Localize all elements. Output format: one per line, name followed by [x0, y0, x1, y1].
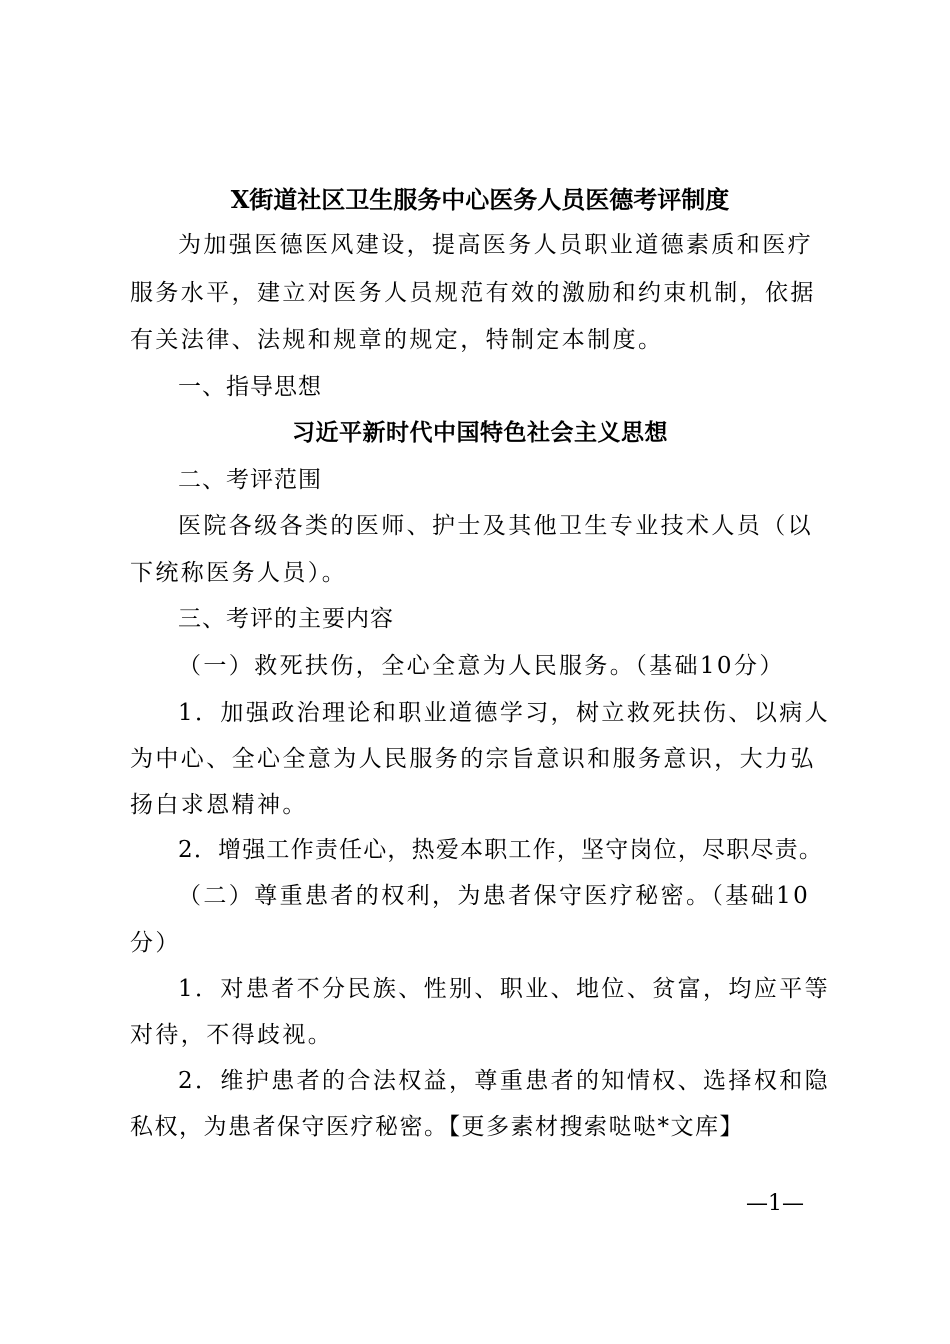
document-title: X街道社区卫生服务中心医务人员医德考评制度 [230, 185, 730, 214]
intro-paragraph-line-3: 有关法律、法规和规章的规定，特制定本制度。 [130, 327, 664, 353]
subsection-2-title-line-1: （二）尊重患者的权利，为患者保守医疗秘密。（基础10 [178, 883, 811, 909]
intro-paragraph-line-2: 服务水平，建立对医务人员规范有效的激励和约束机制，依据 [130, 280, 816, 306]
subsection-2-item-1-line-1: 1．对患者不分民族、性别、职业、地位、贫富，均应平等 [178, 976, 831, 1002]
section-1-body: 习近平新时代中国特色社会主义思想 [292, 419, 668, 446]
section-2-body-line-1: 医院各级各类的医师、护士及其他卫生专业技术人员（以 [178, 513, 813, 539]
section-2-heading: 二、考评范围 [178, 467, 322, 493]
subsection-2-item-1-line-2: 对待，不得歧视。 [130, 1022, 334, 1048]
subsection-1-title: （一）救死扶伤，全心全意为人民服务。（基础10分） [178, 653, 785, 679]
subsection-1-item-1-line-2: 为中心、全心全意为人民服务的宗旨意识和服务意识，大力弘 [130, 746, 816, 772]
subsection-2-item-2-line-1: 2．维护患者的合法权益，尊重患者的知情权、选择权和隐 [178, 1068, 831, 1094]
subsection-1-item-1-line-3: 扬白求恩精神。 [130, 792, 308, 818]
subsection-1-item-2: 2．增强工作责任心，热爱本职工作，坚守岗位，尽职尽责。 [178, 837, 824, 863]
page-number: —1— [746, 1191, 804, 1216]
section-3-heading: 三、考评的主要内容 [178, 606, 394, 632]
intro-paragraph-line-1: 为加强医德医风建设，提高医务人员职业道德素质和医疗 [178, 232, 813, 258]
section-2-body-line-2: 下统称医务人员）。 [130, 560, 348, 586]
subsection-2-item-2-line-2: 私权，为患者保守医疗秘密。【更多素材搜索哒哒*文库】 [130, 1114, 744, 1140]
section-1-heading: 一、指导思想 [178, 374, 322, 400]
subsection-2-title-line-2: 分） [130, 930, 181, 956]
subsection-1-item-1-line-1: 1．加强政治理论和职业道德学习，树立救死扶伤、以病人 [178, 700, 831, 726]
